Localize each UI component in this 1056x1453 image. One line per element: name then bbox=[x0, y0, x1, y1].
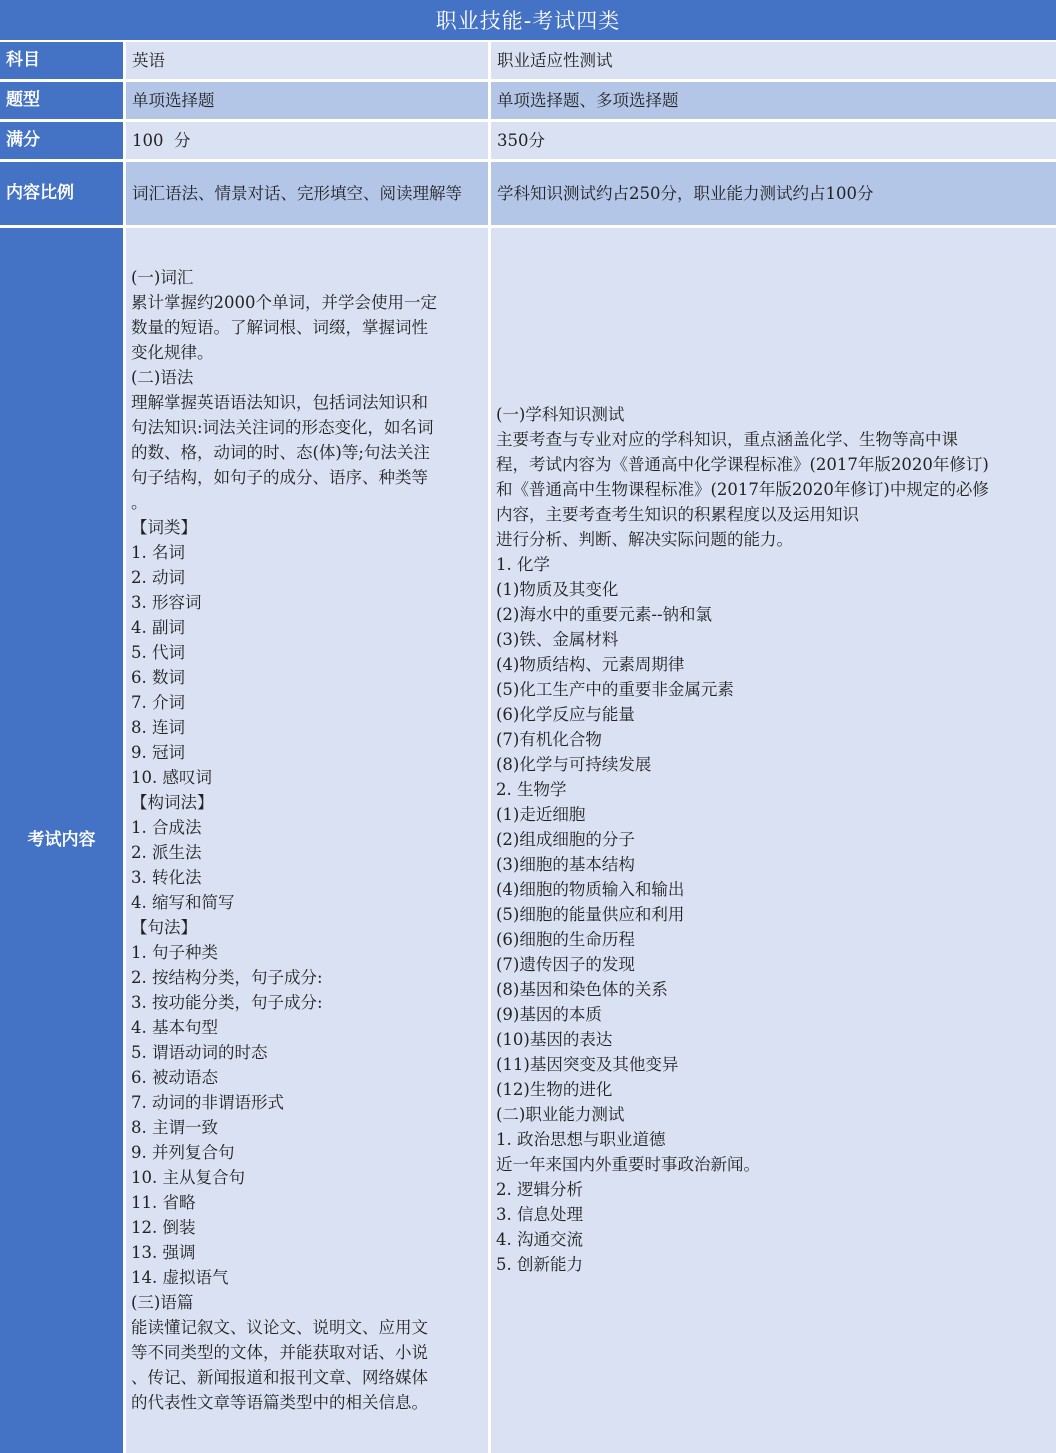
vocational-content-line: (8)基因和染色体的关系 bbox=[496, 980, 668, 999]
vocational-content-line: (一)学科知识测试 bbox=[496, 405, 625, 424]
vocational-content-line: 2. 生物学 bbox=[496, 780, 567, 799]
english-content-line: 7. 动词的非谓语形式 bbox=[131, 1093, 284, 1112]
vocational-content-line: (7)遗传因子的发现 bbox=[496, 955, 635, 974]
row-label-full-score: 满分 bbox=[0, 122, 123, 159]
vocational-content-line: (1)走近细胞 bbox=[496, 805, 586, 824]
vocational-content-line: (11)基因突变及其他变异 bbox=[496, 1055, 679, 1074]
vocational-content-line: 内容，主要考查考生知识的积累程度以及运用知识 bbox=[496, 505, 859, 524]
english-content-line: 6. 被动语态 bbox=[131, 1068, 218, 1087]
table-title: 职业技能-考试四类 bbox=[0, 0, 1056, 40]
row-label-subject: 科目 bbox=[0, 42, 123, 79]
english-question-type: 单项选择题 bbox=[126, 82, 488, 119]
vocational-content-line: (5)化工生产中的重要非金属元素 bbox=[496, 680, 734, 699]
english-content-line: 8. 主谓一致 bbox=[131, 1118, 218, 1137]
english-content-line: 1. 合成法 bbox=[131, 818, 202, 837]
english-content-line: 句子结构，如句子的成分、语序、种类等 bbox=[131, 468, 428, 487]
vocational-content-line: 主要考查与专业对应的学科知识，重点涵盖化学、生物等高中课 bbox=[496, 430, 958, 449]
english-content-line: 3. 形容词 bbox=[131, 593, 202, 612]
english-exam-content bbox=[126, 228, 488, 1453]
english-content-line: 理解掌握英语语法知识，包括词法知识和 bbox=[131, 393, 428, 412]
english-content-line: 4. 缩写和简写 bbox=[131, 893, 235, 912]
english-content-line: 4. 副词 bbox=[131, 618, 185, 637]
english-content-line: 的数、格，动词的时、态(体)等;句法关注 bbox=[131, 443, 430, 462]
english-subject: 英语 bbox=[126, 42, 488, 79]
vocational-content-line: 2. 逻辑分析 bbox=[496, 1180, 583, 1199]
english-content-line: 5. 谓语动词的时态 bbox=[131, 1043, 268, 1062]
vocational-content-line: 4. 沟通交流 bbox=[496, 1230, 583, 1249]
english-content-line: 14. 虚拟语气 bbox=[131, 1268, 229, 1287]
english-content-line: 1. 句子种类 bbox=[131, 943, 218, 962]
english-content-line: (二)语法 bbox=[131, 368, 194, 387]
vocational-full-score: 350分 bbox=[491, 122, 1056, 159]
english-content-line: 句法知识:词法关注词的形态变化，如名词 bbox=[131, 418, 434, 437]
vocational-content-line: 3. 信息处理 bbox=[496, 1205, 583, 1224]
english-full-score: 100 分 bbox=[126, 122, 488, 159]
vocational-content-line: (4)细胞的物质输入和输出 bbox=[496, 880, 685, 899]
english-content-line: 能读懂记叙文、议论文、说明文、应用文 bbox=[131, 1318, 428, 1337]
english-content-line: 1. 名词 bbox=[131, 543, 185, 562]
english-content-line: 5. 代词 bbox=[131, 643, 185, 662]
vocational-content-lines bbox=[496, 402, 1052, 1277]
vocational-question-type: 单项选择题、多项选择题 bbox=[491, 82, 1056, 119]
vocational-content-line: 程，考试内容为《普通高中化学课程标准》(2017年版2020年修订) bbox=[496, 455, 989, 474]
vocational-content-line: (7)有机化合物 bbox=[496, 730, 602, 749]
english-content-line: 、传记、新闻报道和报刊文章、网络媒体 bbox=[131, 1368, 428, 1387]
vocational-content-line: (1)物质及其变化 bbox=[496, 580, 619, 599]
vocational-content-line: (6)细胞的生命历程 bbox=[496, 930, 635, 949]
vocational-content-line: 5. 创新能力 bbox=[496, 1255, 583, 1274]
english-content-line: 的代表性文章等语篇类型中的相关信息。 bbox=[131, 1393, 428, 1412]
vocational-content-line: 1. 政治思想与职业道德 bbox=[496, 1130, 666, 1149]
vocational-content-line: (10)基因的表达 bbox=[496, 1030, 613, 1049]
english-content-line: 4. 基本句型 bbox=[131, 1018, 218, 1037]
english-content-line: 12. 倒装 bbox=[131, 1218, 196, 1237]
english-content-line: 2. 动词 bbox=[131, 568, 185, 587]
english-content-line: 数量的短语。了解词根、词缀，掌握词性 bbox=[131, 318, 428, 337]
vocational-content-line: 进行分析、判断、解决实际问题的能力。 bbox=[496, 530, 793, 549]
vocational-content-line: (9)基因的本质 bbox=[496, 1005, 602, 1024]
english-content-line: 3. 转化法 bbox=[131, 868, 202, 887]
vocational-content-line: (12)生物的进化 bbox=[496, 1080, 613, 1099]
english-content-line: 9. 并列复合句 bbox=[131, 1143, 235, 1162]
vocational-content-line: (4)物质结构、元素周期律 bbox=[496, 655, 685, 674]
english-content-ratio: 词汇语法、情景对话、完形填空、阅读理解等 bbox=[126, 162, 488, 225]
vocational-content-line: 1. 化学 bbox=[496, 555, 550, 574]
english-content-line: 等不同类型的文体，并能获取对话、小说 bbox=[131, 1343, 428, 1362]
english-content-line: (一)词汇 bbox=[131, 268, 194, 287]
english-content-line: 7. 介词 bbox=[131, 693, 185, 712]
english-content-line: 【句法】 bbox=[131, 918, 197, 937]
row-label-question-type: 题型 bbox=[0, 82, 123, 119]
english-content-line: 。 bbox=[131, 493, 148, 512]
english-content-line: 2. 派生法 bbox=[131, 843, 202, 862]
vocational-content-line: 近一年来国内外重要时事政治新闻。 bbox=[496, 1155, 760, 1174]
vocational-content-line: (3)细胞的基本结构 bbox=[496, 855, 635, 874]
vocational-content-line: (5)细胞的能量供应和利用 bbox=[496, 905, 685, 924]
english-content-line: 10. 感叹词 bbox=[131, 768, 212, 787]
english-content-line: 2. 按结构分类，句子成分: bbox=[131, 968, 323, 987]
english-content-lines bbox=[131, 265, 484, 1415]
english-content-line: 变化规律。 bbox=[131, 343, 214, 362]
english-content-line: 13. 强调 bbox=[131, 1243, 196, 1262]
vocational-content-line: 和《普通高中生物课程标准》(2017年版2020年修订)中规定的必修 bbox=[496, 480, 989, 499]
vocational-content-line: (8)化学与可持续发展 bbox=[496, 755, 652, 774]
english-content-line: 6. 数词 bbox=[131, 668, 185, 687]
english-content-line: 【构词法】 bbox=[131, 793, 214, 812]
english-content-line: 累计掌握约2000个单词，并学会使用一定 bbox=[131, 293, 437, 312]
vocational-content-ratio: 学科知识测试约占250分，职业能力测试约占100分 bbox=[491, 162, 1056, 225]
english-content-line: 9. 冠词 bbox=[131, 743, 185, 762]
english-content-line: 3. 按功能分类，句子成分: bbox=[131, 993, 323, 1012]
vocational-content-line: (3)铁、金属材料 bbox=[496, 630, 619, 649]
vocational-content-line: (6)化学反应与能量 bbox=[496, 705, 635, 724]
row-label-content-ratio: 内容比例 bbox=[0, 162, 123, 225]
english-content-line: 8. 连词 bbox=[131, 718, 185, 737]
row-label-exam-content: 考试内容 bbox=[0, 228, 123, 1453]
vocational-content-line: (二)职业能力测试 bbox=[496, 1105, 625, 1124]
vocational-content-line: (2)组成细胞的分子 bbox=[496, 830, 635, 849]
vocational-exam-content bbox=[491, 228, 1056, 1453]
vocational-content-line: (2)海水中的重要元素--钠和氯 bbox=[496, 605, 713, 624]
english-content-line: 10. 主从复合句 bbox=[131, 1168, 245, 1187]
english-content-line: (三)语篇 bbox=[131, 1293, 194, 1312]
english-content-line: 11. 省略 bbox=[131, 1193, 196, 1212]
vocational-subject: 职业适应性测试 bbox=[491, 42, 1056, 79]
english-content-line: 【词类】 bbox=[131, 518, 197, 537]
